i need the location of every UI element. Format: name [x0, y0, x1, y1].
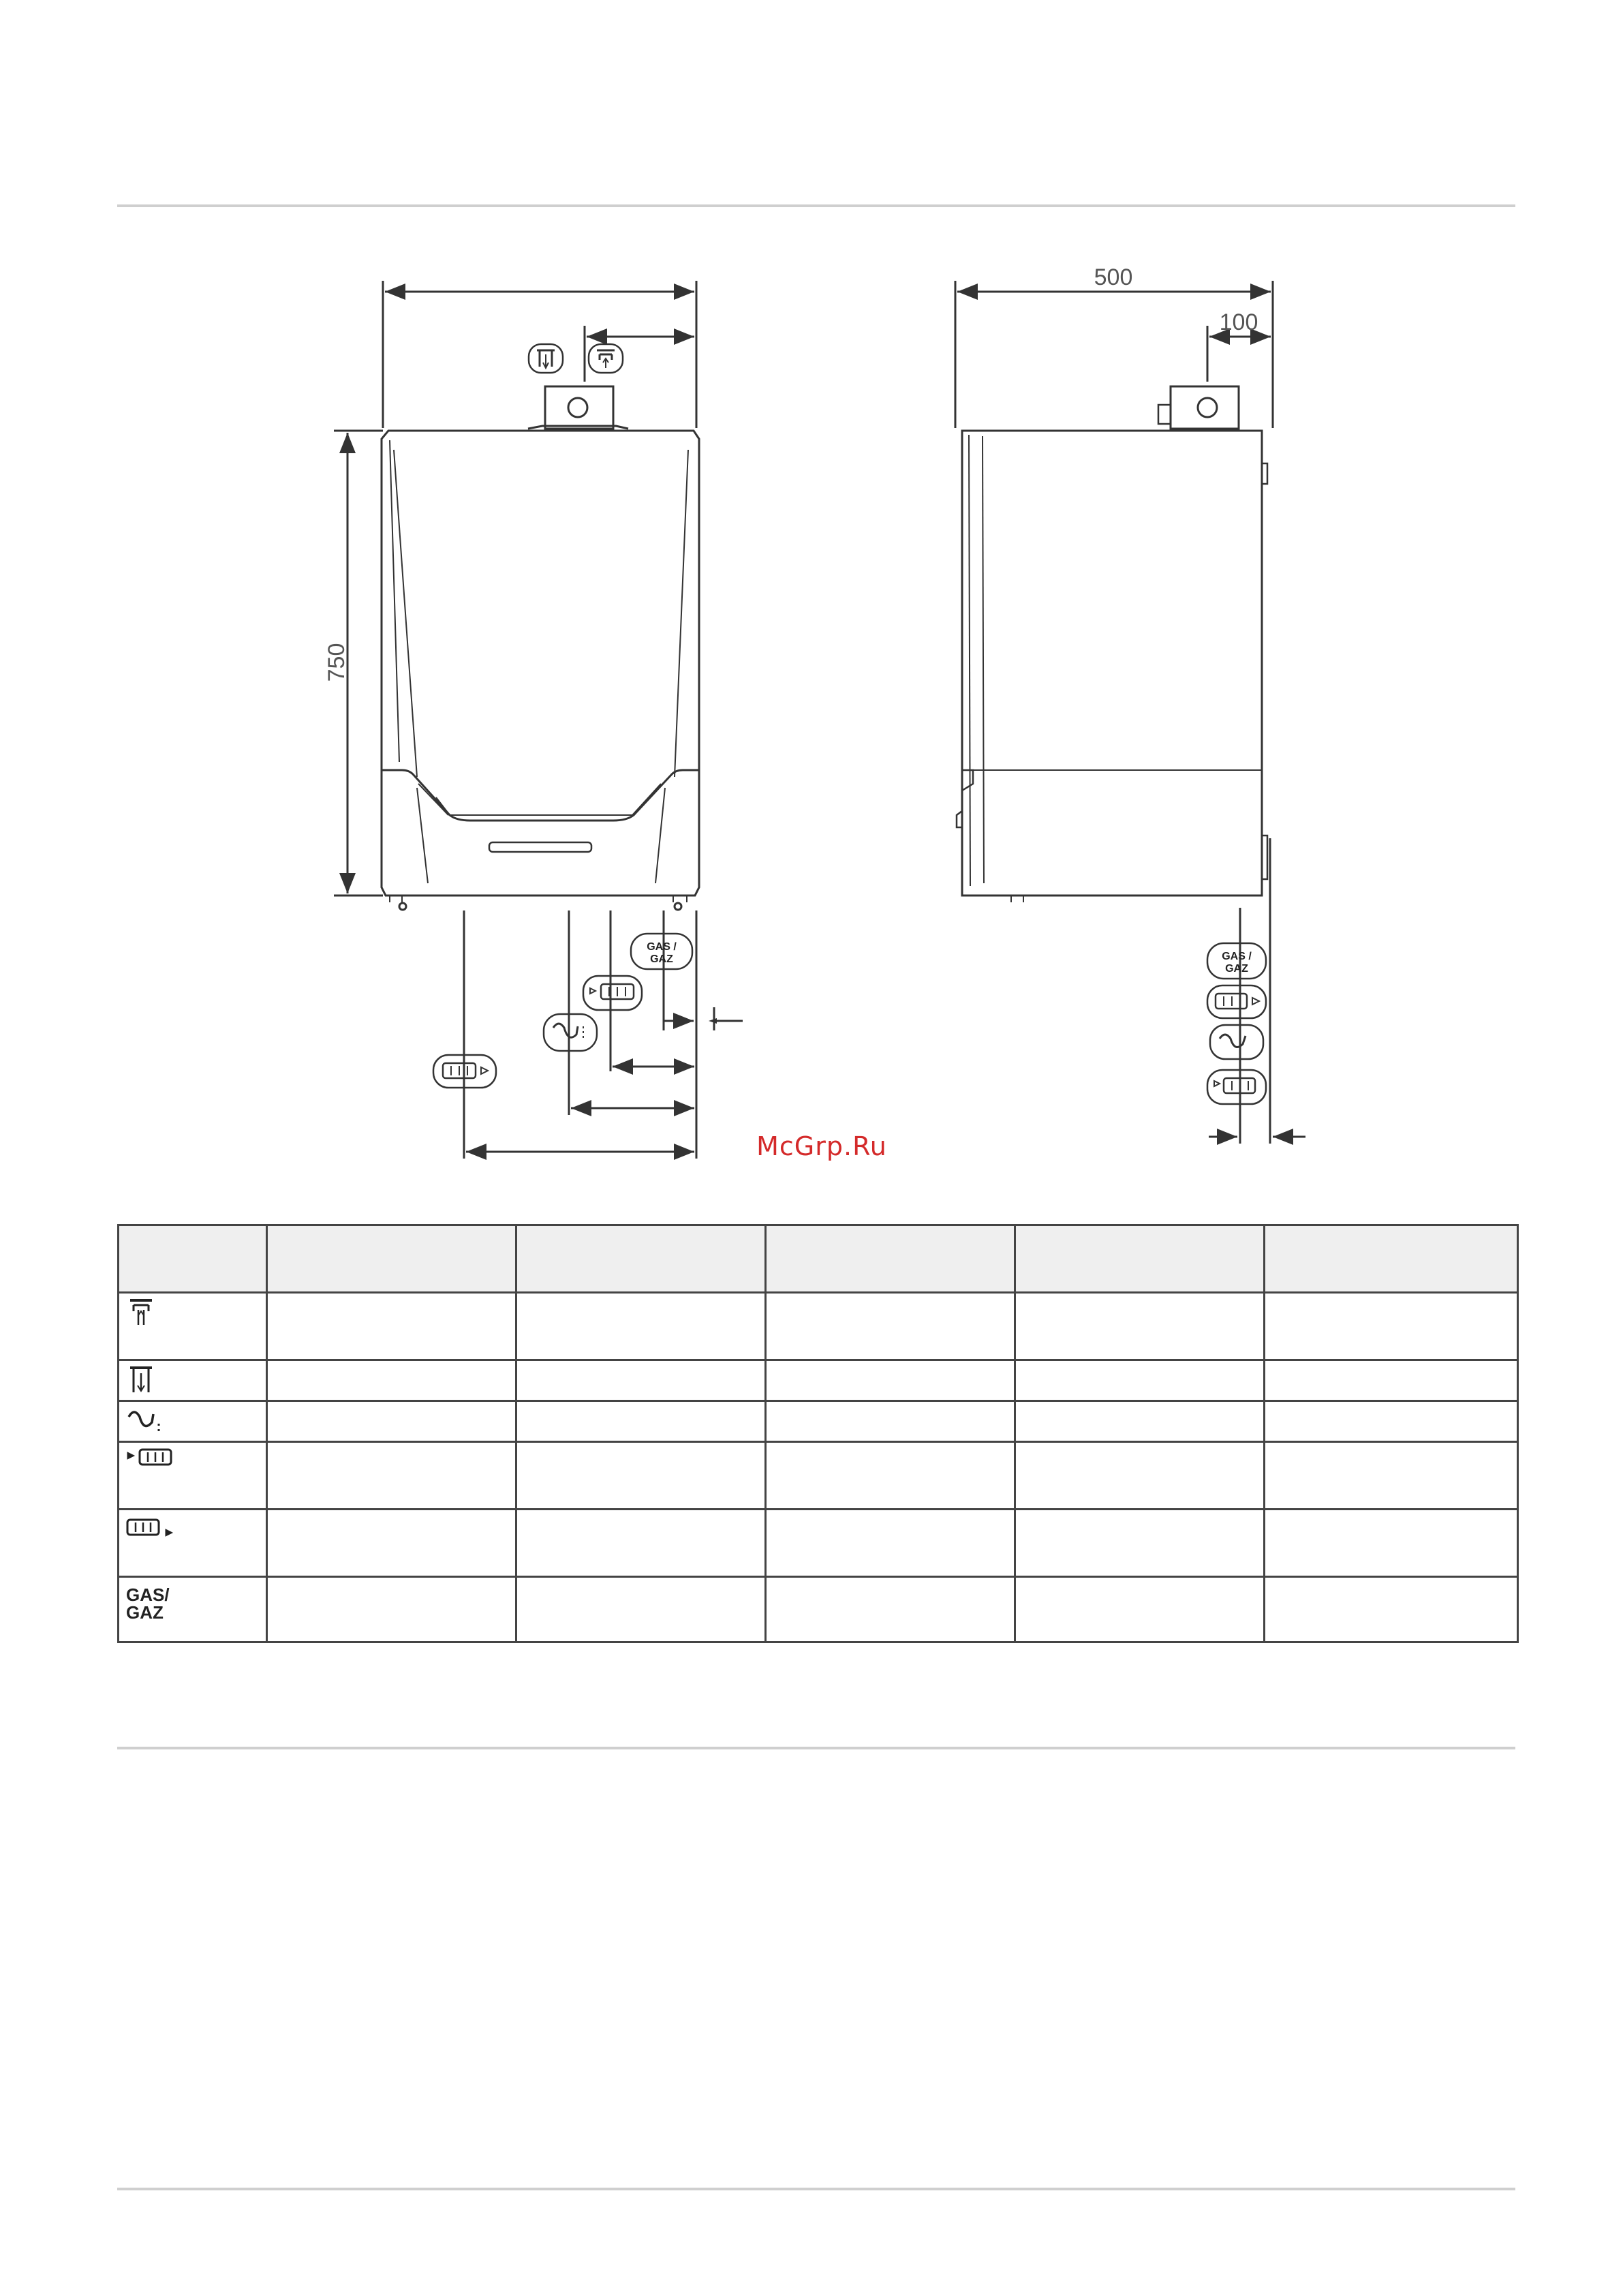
- air-intake-icon: [126, 1365, 156, 1395]
- front-view: [334, 281, 743, 1159]
- table-cell: [516, 1401, 766, 1442]
- flue-exhaust-icon: [126, 1298, 156, 1328]
- table-row: [119, 1293, 1518, 1360]
- table-row: [119, 1360, 1518, 1401]
- table-cell: [1015, 1360, 1265, 1401]
- condensate-symbol-front: [544, 1014, 597, 1051]
- table-row: [119, 1401, 1518, 1442]
- table-cell: [516, 1293, 766, 1360]
- flue-offset-dimension-label: 100: [1219, 309, 1258, 335]
- heating-flow-icon: [126, 1514, 178, 1544]
- table-cell: [1265, 1442, 1518, 1510]
- gas-label-side-1: GAS /: [1222, 951, 1252, 962]
- table-cell: [1015, 1510, 1265, 1577]
- table-symbol-cell: [119, 1577, 267, 1642]
- bottom-rule: [117, 2188, 1515, 2190]
- watermark: McGrp.Ru: [756, 1131, 887, 1161]
- table-cell: [516, 1360, 766, 1401]
- table-symbol-cell: [119, 1360, 267, 1401]
- gas-label-table-1: GAS/: [126, 1585, 170, 1605]
- depth-dimension-label: 500: [1094, 264, 1133, 290]
- condensate-drain-icon: [126, 1406, 164, 1436]
- table-header-cell: [766, 1225, 1015, 1293]
- table-cell: [267, 1360, 516, 1401]
- heating-flow-symbol-side: [1207, 1070, 1266, 1104]
- table-cell: [766, 1401, 1015, 1442]
- table-cell: [1265, 1293, 1518, 1360]
- height-dimension-label: 750: [324, 643, 350, 682]
- connection-table: [117, 1224, 1519, 1643]
- table-header-row: [119, 1225, 1518, 1293]
- table-cell: [1265, 1360, 1518, 1401]
- gas-symbol-side: [1207, 943, 1266, 979]
- gas-label-front-2: GAZ: [650, 953, 673, 965]
- table-cell: [516, 1442, 766, 1510]
- gas-label-side-2: GAZ: [1225, 963, 1248, 975]
- table-cell: [267, 1442, 516, 1510]
- table-cell: [1015, 1293, 1265, 1360]
- table-header-cell: [267, 1225, 516, 1293]
- gas-label-table-2: GAZ: [126, 1602, 164, 1623]
- table-cell: [766, 1293, 1015, 1360]
- table-cell: [1265, 1401, 1518, 1442]
- condensate-symbol-side: [1210, 1025, 1263, 1059]
- table-symbol-cell: [119, 1401, 267, 1442]
- table-cell: [267, 1577, 516, 1642]
- middle-rule: [117, 1747, 1515, 1749]
- table-cell: [766, 1360, 1015, 1401]
- table-header-cell: [516, 1225, 766, 1293]
- air-intake-symbol: [529, 344, 563, 373]
- table-cell: [267, 1293, 516, 1360]
- table-cell: [1015, 1442, 1265, 1510]
- table-cell: [766, 1442, 1015, 1510]
- table-cell: [1015, 1577, 1265, 1642]
- table-cell: [516, 1510, 766, 1577]
- table-header-cell: [119, 1225, 267, 1293]
- table-cell: [1015, 1401, 1265, 1442]
- table-cell: [267, 1510, 516, 1577]
- table-cell: [267, 1401, 516, 1442]
- table-cell: [1265, 1577, 1518, 1642]
- heating-flow-symbol-front: [583, 976, 642, 1010]
- flue-exhaust-symbol: [589, 344, 623, 373]
- side-view: [955, 264, 1305, 1144]
- gas-symbol-front: [631, 934, 692, 969]
- table-header-cell: [1015, 1225, 1265, 1293]
- table-row: [119, 1577, 1518, 1642]
- heating-return-icon: [126, 1447, 178, 1471]
- gas-label-front-1: GAS /: [647, 941, 677, 953]
- table-symbol-cell: [119, 1510, 267, 1577]
- table-cell: [516, 1577, 766, 1642]
- table-row: [119, 1442, 1518, 1510]
- table-cell: [766, 1510, 1015, 1577]
- heating-return-symbol-side: [1207, 985, 1266, 1018]
- table-symbol-cell: [119, 1442, 267, 1510]
- table-cell: [1265, 1510, 1518, 1577]
- table-symbol-cell: [119, 1293, 267, 1360]
- table-cell: [766, 1577, 1015, 1642]
- table-header-cell: [1265, 1225, 1518, 1293]
- table-row: [119, 1510, 1518, 1577]
